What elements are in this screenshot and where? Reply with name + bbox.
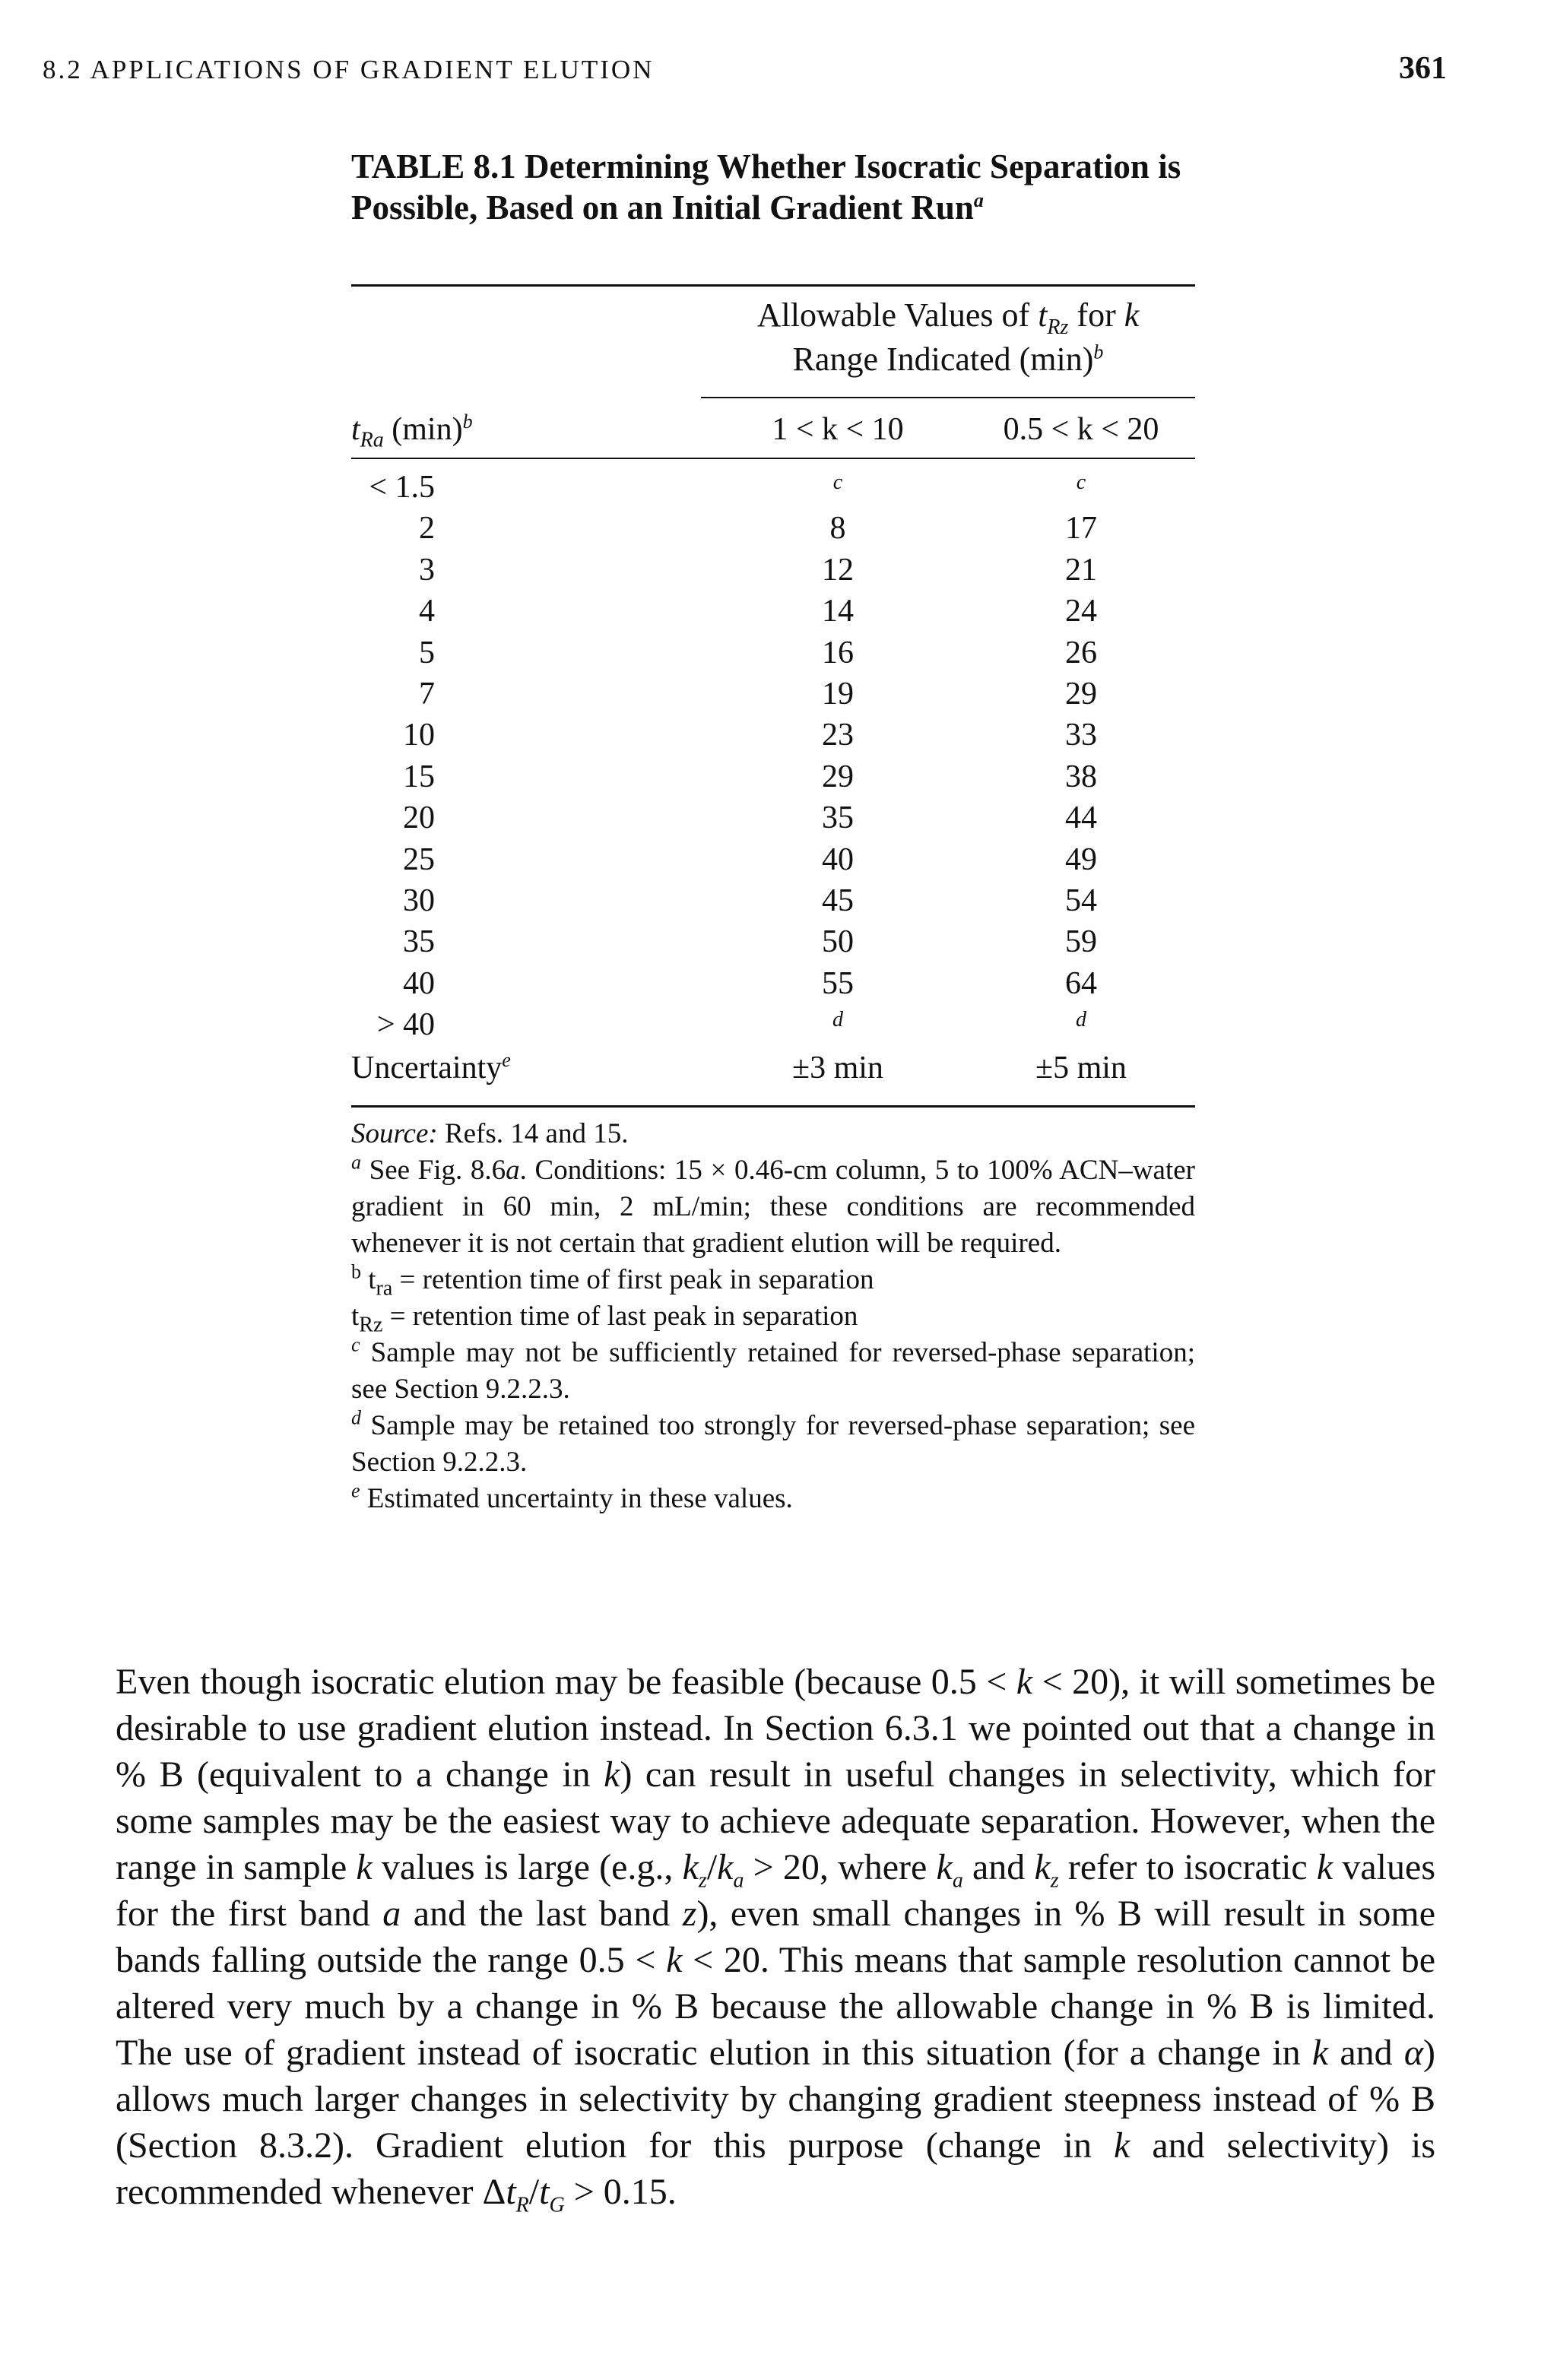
table-row (351, 551, 1195, 592)
cell-tra: 25 (403, 841, 435, 877)
cell-k-1-10: 35 (822, 800, 854, 836)
footnote-e: $^e$ Estimated uncertainty in these values. (351, 1479, 793, 1514)
footnote-c: $^c$ Sample may not be sufficiently retained for reversed-phase separation; see Section 9.2.2.3. (351, 1333, 1195, 1405)
cell-tra: 3 (419, 552, 435, 588)
cell-tra: 4 (419, 594, 435, 629)
cell-k-1-10: 14 (822, 594, 854, 629)
cell-tra: 7 (419, 677, 435, 711)
table-row (351, 799, 1195, 840)
cell-tra: 5 (419, 635, 435, 670)
table-row (351, 1006, 1195, 1047)
cell-k-05-20: c (1076, 471, 1086, 494)
cell-k-05-20: 17 (1065, 511, 1097, 547)
table-bottom-rule (351, 1105, 1195, 1108)
column-group-rule (701, 397, 1195, 398)
cell-k-05-20: 38 (1065, 759, 1097, 794)
table-top-rule (351, 284, 1195, 287)
column-header-tra: $t_{Ra}$ $(\min)^b$ (351, 410, 473, 452)
cell-tra: > 40 (376, 1007, 435, 1043)
page-header (0, 0, 1557, 99)
cell-tra: 10 (403, 718, 435, 753)
header-rule (351, 458, 1195, 459)
cell-k-05-20: 49 (1065, 841, 1097, 877)
column-group-header: Allowable Values of $t_{Rz}$ for k Range Indicated $(\min)^b$ (756, 296, 1140, 378)
table-row (351, 841, 1195, 882)
table-row (351, 675, 1195, 716)
table-notes (351, 1116, 1195, 1517)
table-row (351, 634, 1195, 675)
cell-k-05-20: 24 (1065, 594, 1097, 629)
cell-tra: 35 (403, 924, 435, 960)
cell-k-05-20: 54 (1065, 883, 1097, 918)
cell-tra: 2 (419, 511, 435, 547)
cell-k-1-10: c (832, 471, 843, 494)
cell-tra: 30 (403, 883, 435, 918)
footnote-a: $^a$ See Fig. 8.6a. Conditions: 15 × 0.46-cm column, 5 to 100% ACN–water gradient in 60 min, 2 mL/min; these conditions are recommended whenever it is not certain that gradient elution will be required. (351, 1151, 1195, 1259)
source-note: Source: Refs. 14 and 15. (351, 1118, 629, 1149)
footnote-b-line2: $t_{Rz}$ = retention time of last peak in separation (351, 1301, 858, 1337)
cell-k-1-10: 55 (822, 965, 854, 1001)
table-caption: TABLE 8.1 Determining Whether Isocratic Separation is Possible, Based on an Initial Gradient Run$^a$ (351, 147, 1181, 227)
table-8-1 (351, 146, 1195, 1514)
footnote-d: $^d$ Sample may be retained too strongly for reversed-phase separation; see Section 9.2.2.3. (351, 1406, 1195, 1478)
cell-k-1-10: 23 (822, 718, 854, 753)
cell-k-1-10: 50 (822, 924, 854, 960)
column-header-k-1-10: 1 < k < 10 (772, 412, 904, 447)
caption-note-marker: a (973, 189, 984, 211)
cell-k-1-10: 16 (822, 635, 854, 670)
cell-tra: < 1.5 (369, 470, 435, 505)
cell-tra: 20 (403, 800, 435, 836)
cell-k-05-20: 44 (1065, 800, 1097, 836)
cell-k-1-10: 45 (822, 883, 854, 918)
table-row (351, 965, 1195, 1006)
page-number: 361 (1399, 51, 1447, 86)
table-row (351, 923, 1195, 964)
cell-k-1-10: d (832, 1008, 843, 1032)
cell-k-1-10: 8 (829, 511, 846, 547)
table-row (351, 882, 1195, 923)
table-row (351, 592, 1195, 633)
cell-k-1-10: 29 (822, 759, 854, 794)
uncertainty-label: Uncertainty$^e$ (351, 1049, 511, 1085)
cell-k-1-10: 40 (822, 841, 854, 877)
cell-k-05-20: 64 (1065, 965, 1097, 1001)
cell-tra: 40 (403, 965, 435, 1001)
table-row (351, 509, 1195, 550)
cell-k-05-20: 21 (1065, 552, 1097, 588)
cell-k-05-20: 33 (1065, 718, 1097, 753)
cell-k-05-20: 59 (1065, 924, 1097, 960)
running-head: 8.2 APPLICATIONS OF GRADIENT ELUTION (43, 55, 655, 84)
cell-k-05-20: d (1076, 1008, 1086, 1032)
column-header-k-05-20: 0.5 < k < 20 (1003, 412, 1159, 447)
table-row (351, 468, 1195, 509)
cell-k-05-20: 29 (1065, 677, 1097, 711)
cell-tra: 15 (403, 759, 435, 794)
body-paragraph: Even though isocratic elution may be feasible (because 0.5 < k < 20), it will sometimes be desirable to use gradient elution instead. In Section 6.3.1 we pointed out that a change in % B (equivalent to a change in k) can result in useful changes in selectivity, which for some samples may be the easiest way to achieve adequate separation. However, when the range in sample k values is large (e.g., $k_z/k_a > 20$, where $k_a$ and $k_z$ refer to isocratic k values for the first band a and the last band z), even small changes in % B will result in some bands falling outside the range 0.5 < k < 20. This means that sample resolution cannot be altered very much by a change in % B because the allowable change in % B is limited. The use of gradient instead of isocratic elution in this situation (for a change in k and α) allows much larger changes in selectivity by changing gradient steepness instead of % B (Section 8.3.2). Gradient elution for this purpose (change in k and selectivity) is recommended whenever $\Delta t_R/t_G > 0.15$. (116, 1662, 1436, 2217)
cell-k-05-20: 26 (1065, 635, 1097, 670)
cell-k-1-10: 12 (822, 552, 854, 588)
cell-k-1-10: 19 (822, 677, 854, 711)
uncertainty-k-1-10: ±3 min (792, 1051, 883, 1085)
footnote-b: $^b$ $t_{ra}$ = retention time of first peak in separation (351, 1260, 874, 1301)
table-row (351, 758, 1195, 799)
uncertainty-k-05-20: ±5 min (1035, 1051, 1127, 1085)
table-row (351, 716, 1195, 757)
